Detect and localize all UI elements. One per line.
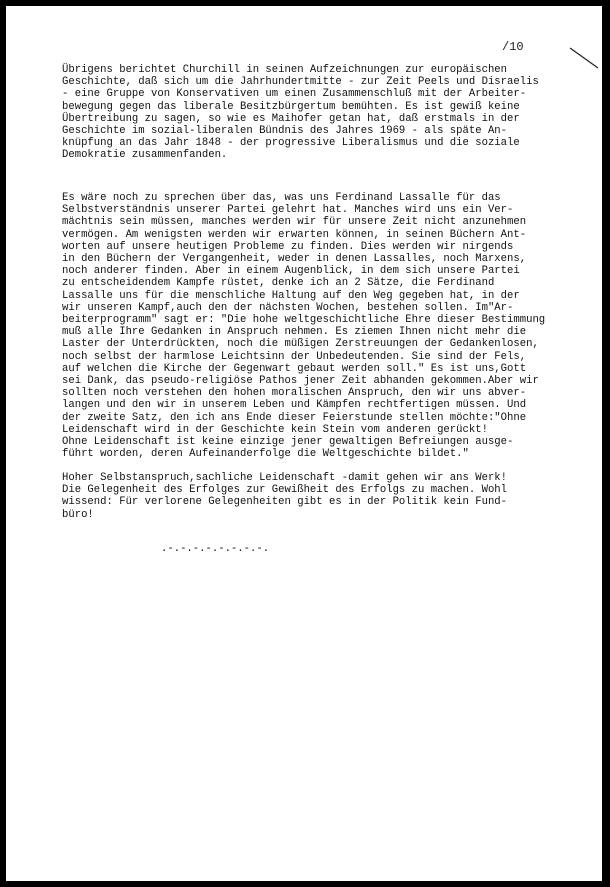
end-separator: .-.-.-.-.-.-.-.-. [161,543,270,555]
paragraph-lassalle: Es wäre noch zu sprechen über das, was uns Ferdinand Lassalle für das Selbstverständnis unserer Partei gelehrt hat. Manches wird uns ein Ver- mächtnis sein müssen, manches werden wir für unsere Zeit nicht anzunehmen vermögen. Am wenigsten werden wir erwarten können, in seinen Büchern Ant- worten auf unsere heutigen Probleme zu finden. Dies werden wir nirgends in den Büchern der Vergangenheit, weder in denen Lassalles, noch Marxens, noch anderer finden. Aber in einem Augenblick, in dem sich unsere Partei zu entscheidendem Kampfe rüstet, denke ich an 2 Sätze, die Ferdinand Lassalle uns für die menschliche Haltung auf den Weg gegeben hat, in der wir unseren Kampf,auch den der nächsten Wochen, bestehen sollen. Im"Ar- beiterprogramm" sagt er: "Die hohe weltgeschichtliche Ehre dieser Bestimmung muß alle Ihre Gedanken in Anspruch nehmen. Es ziemen Ihnen nicht mehr die Laster der Unterdrückten, noch die müßigen Zerstreuungen der Gedankenlosen, noch selbst der harmlose Leichtsinn der Unbedeutenden. Sie sind der Fels, auf welchen die Kirche der Gegenwart gebaut werden soll." Es ist uns,Gott sei Dank, das pseudo-religiöse Pathos jener Zeit abhanden gekommen.Aber wir sollten noch verstehen den hohen moralischen Anspruch, den wir uns abver- langen und den wir in unserem Leben und Kämpfen rechtfertigen müssen. Und der zweite Satz, den ich ans Ende dieser Feierstunde stellen möchte:"Ohne Leidenschaft wird in der Geschichte kein Stein vom anderen gerückt! Ohne Leidenschaft ist keine einzige jener gewaltigen Befreiungen ausge- führt worden, deren Aufeinanderfolge die Weltgeschichte bildet." [62,192,546,461]
document-page [6,6,602,881]
paragraph-closing: Hoher Selbstanspruch,sachliche Leidenschaft -damit gehen wir ans Werk! Die Gelegenheit des Erfolges zur Gewißheit des Erfolgs zu machen. Wohl wissend: Für verlorene Gelegenheiten gibt es in der Politik kein Fund- büro! [62,472,508,521]
paragraph-churchill: Übrigens berichtet Churchill in seinen Aufzeichnungen zur europäischen Geschichte, daß sich um die Jahrhundertmitte - zur Zeit Peels und Disraelis - eine Gruppe von Konservativen um einen Zusammenschluß mit der Arbeiter- bewegung gegen das liberale Besitzbürgertum bemühten. Es ist gewiß keine Übertreibung zu sagen, so wie es Maihofer getan hat, daß erstmals in der Geschichte im sozial-liberalen Bündnis des Jahres 1969 - als späte An- knüpfung an das Jahr 1848 - der progressive Liberalismus und die soziale Demokratie zusammenfanden. [62,64,539,162]
corner-pen-stroke [568,46,602,72]
page-number: /10 [502,40,524,54]
